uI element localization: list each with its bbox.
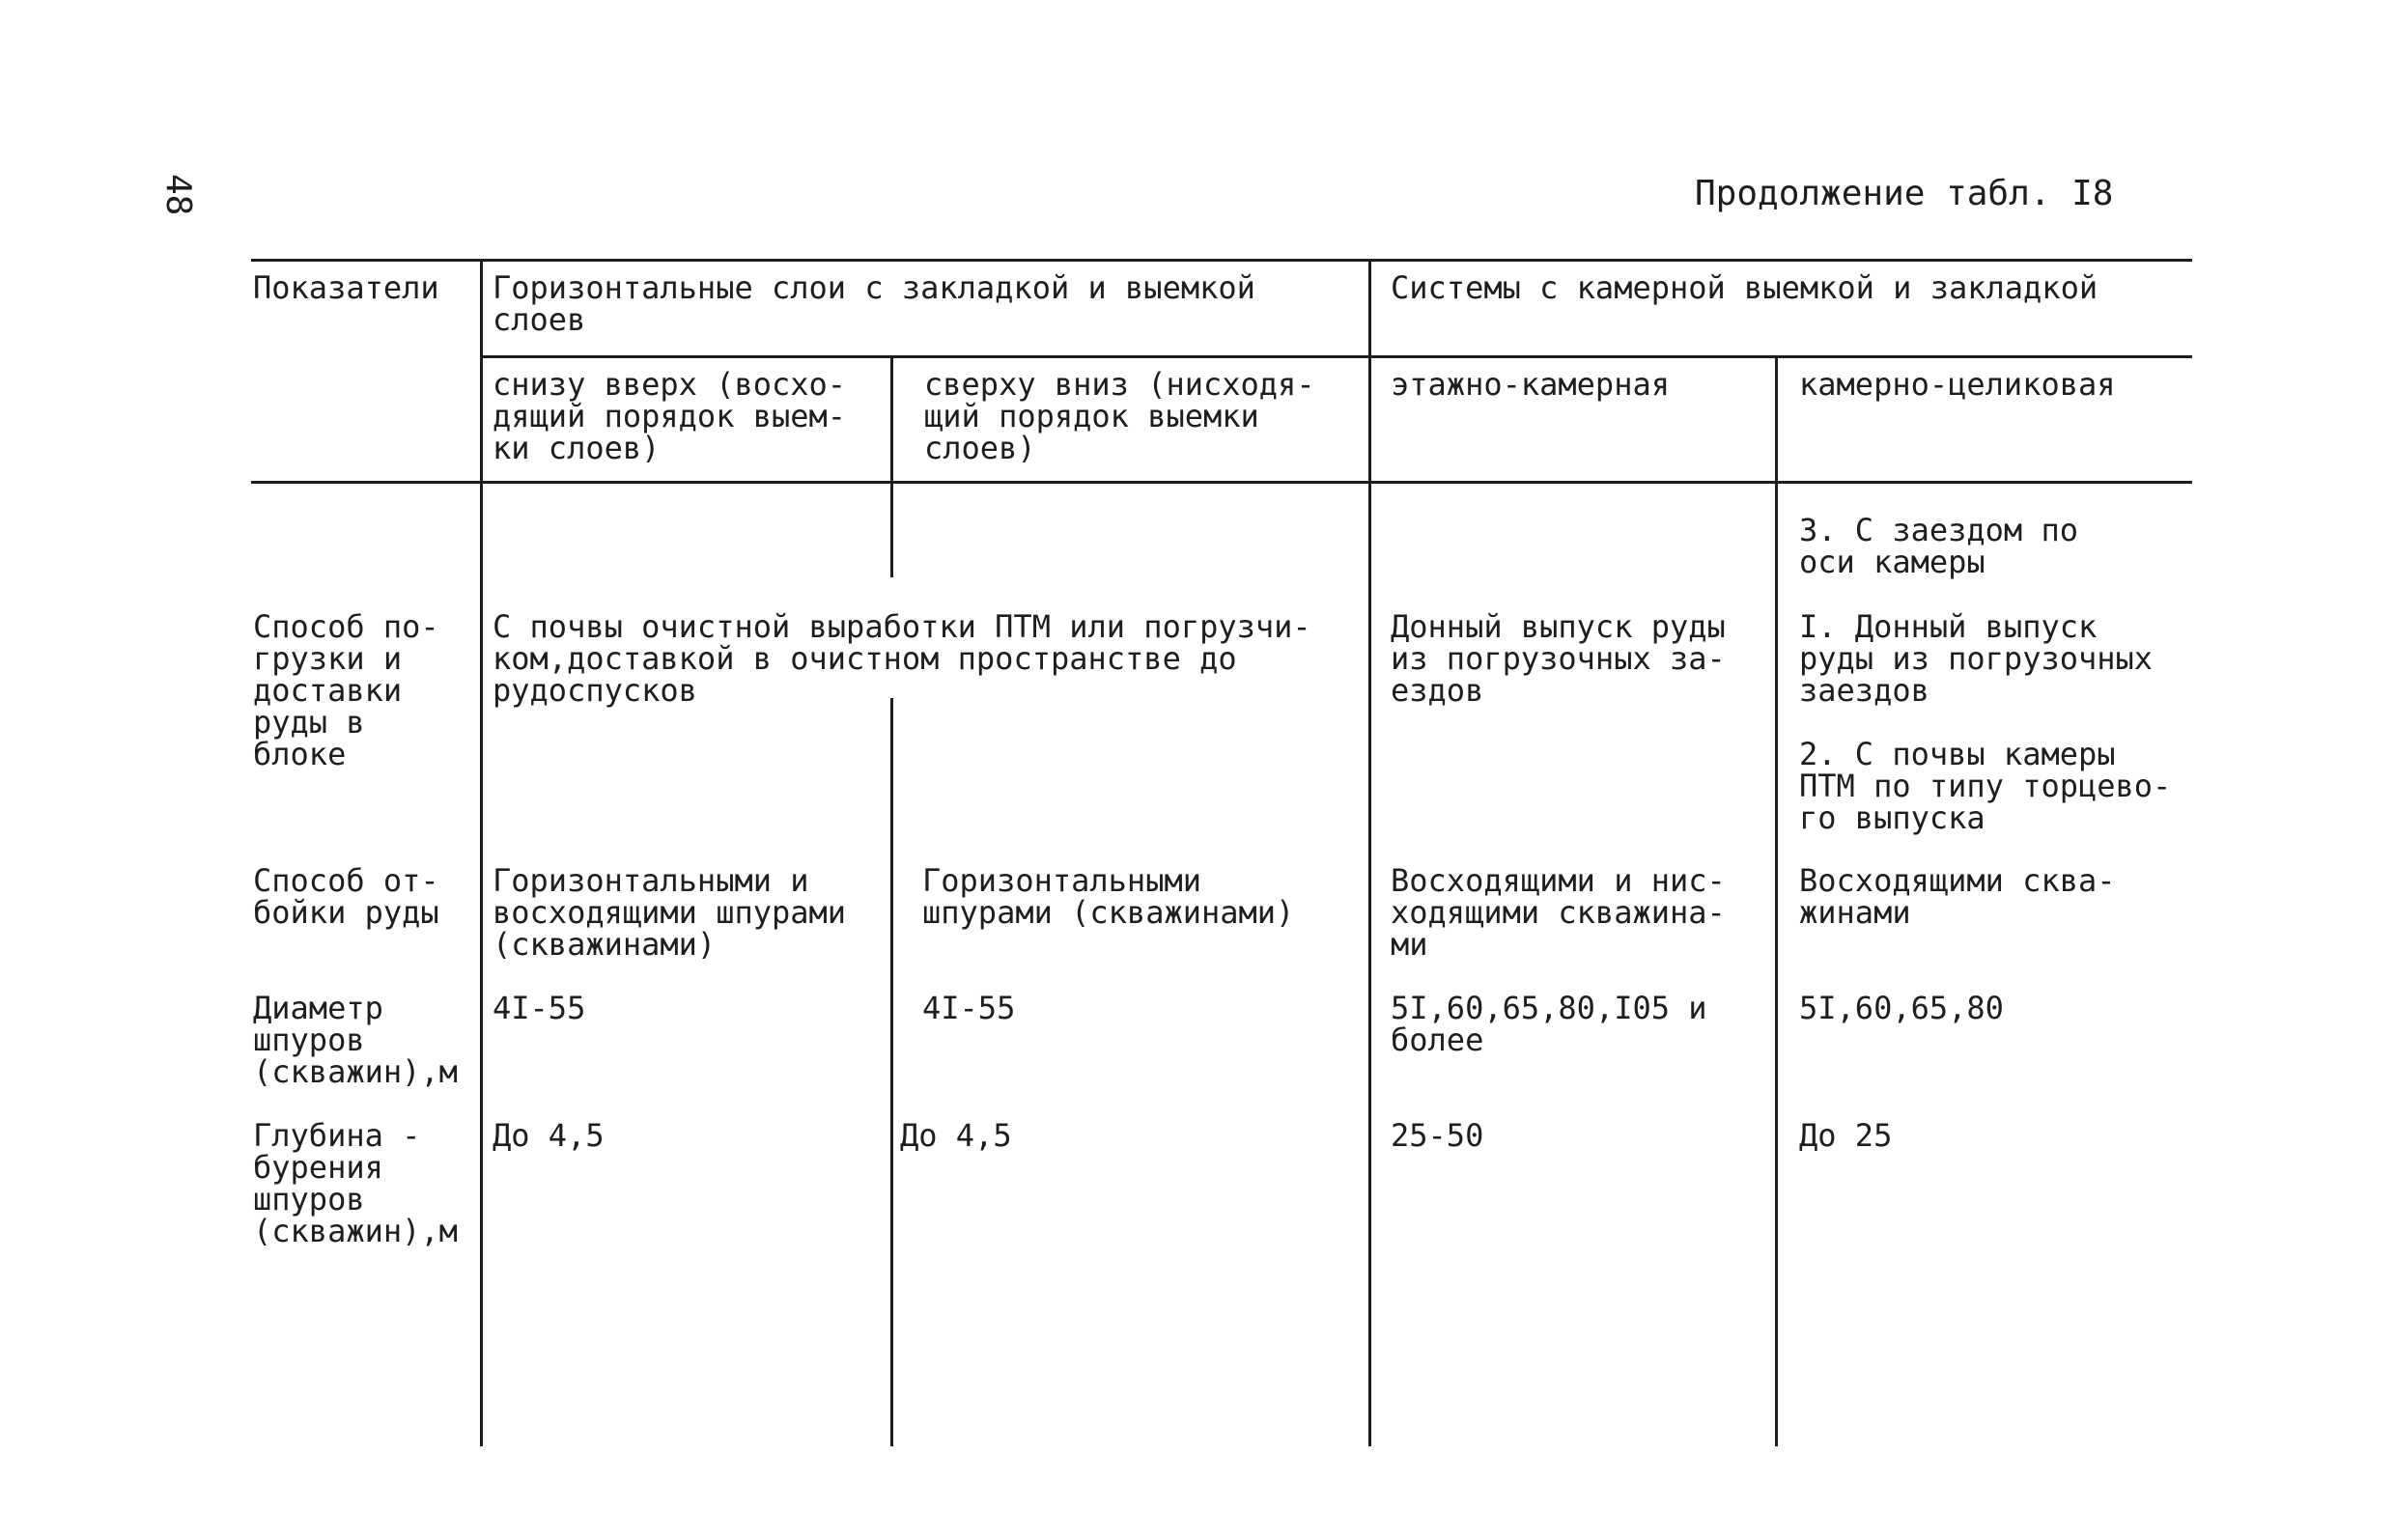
- column-rule-4: [1775, 355, 1778, 1446]
- column-rule-2b: [890, 481, 893, 577]
- row-diameter-label: Диаметр шпуров (скважин),м: [253, 990, 458, 1090]
- row-diameter-chamber-pillar: 5I,60,65,80: [1799, 990, 2004, 1026]
- row-breaking-chamber-pillar: Восходящими сква- жинами: [1799, 862, 2116, 931]
- column-rule-1: [480, 259, 483, 1446]
- row-diameter-bottom-up: 4I-55: [493, 990, 586, 1026]
- row-depth-level-chamber: 25-50: [1391, 1117, 1484, 1154]
- row-depth-bottom-up: До 4,5: [493, 1117, 605, 1154]
- row-loading-chamber-pillar-item-2: 2. С почвы камеры ПТМ по типу торцево- го выпуска: [1799, 736, 2172, 836]
- row-diameter-level-chamber: 5I,60,65,80,I05 и более: [1391, 990, 1707, 1058]
- header-group-rule: [480, 355, 2192, 358]
- header-indicators: Показатели: [253, 269, 439, 306]
- row-loading-chamber-pillar-item-3: 3. С заездом по оси камеры: [1799, 512, 2078, 580]
- column-rule-2c: [890, 698, 893, 1446]
- row-breaking-top-down: Горизонтальными шпурами (скважинами): [922, 862, 1295, 931]
- header-group-horizontal-layers: Горизонтальные слои с закладкой и выемкой слоев: [493, 269, 1255, 338]
- column-rule-3: [1368, 259, 1371, 1446]
- row-breaking-bottom-up: Горизонтальными и восходящими шпурами (скважинами): [493, 862, 847, 963]
- header-top-down: сверху вниз (нисходя- щий порядок выемки слоев): [924, 366, 1315, 466]
- header-chamber-pillar: камерно-целиковая: [1799, 366, 2116, 403]
- header-bottom-rule: [251, 481, 2192, 484]
- table-continuation-label: Продолжение табл. I8: [1695, 174, 2114, 213]
- row-loading-chamber-pillar-item-1: I. Донный выпуск руды из погрузочных заездов: [1799, 608, 2154, 709]
- header-level-chamber: этажно-камерная: [1391, 366, 1670, 403]
- row-depth-chamber-pillar: До 25: [1799, 1117, 1893, 1154]
- row-loading-horizontal-layers: С почвы очистной выработки ПТМ или погрузчи- ком,доставкой в очистном пространстве до рудоспусков: [493, 608, 1311, 709]
- row-breaking-label: Способ от- бойки руды: [253, 862, 439, 931]
- row-depth-top-down: До 4,5: [900, 1117, 1012, 1154]
- row-diameter-top-down: 4I-55: [922, 990, 1016, 1026]
- row-depth-label: Глубина - бурения шпуров (скважин),м: [253, 1117, 458, 1249]
- row-loading-label: Способ по- грузки и доставки руды в блоке: [253, 608, 439, 772]
- header-bottom-up: снизу вверх (восхо- дящий порядок выем- ки слоев): [493, 366, 847, 466]
- row-breaking-level-chamber: Восходящими и нис- ходящими скважина- ми: [1391, 862, 1726, 963]
- header-group-chamber-systems: Системы с камерной выемкой и закладкой: [1391, 269, 2098, 306]
- column-rule-2a: [890, 355, 893, 481]
- table-top-rule: [251, 259, 2192, 262]
- row-loading-level-chamber: Донный выпуск руды из погрузочных за- ездов: [1391, 608, 1726, 709]
- data-table: [251, 259, 2192, 1446]
- page-number: 48: [158, 174, 198, 216]
